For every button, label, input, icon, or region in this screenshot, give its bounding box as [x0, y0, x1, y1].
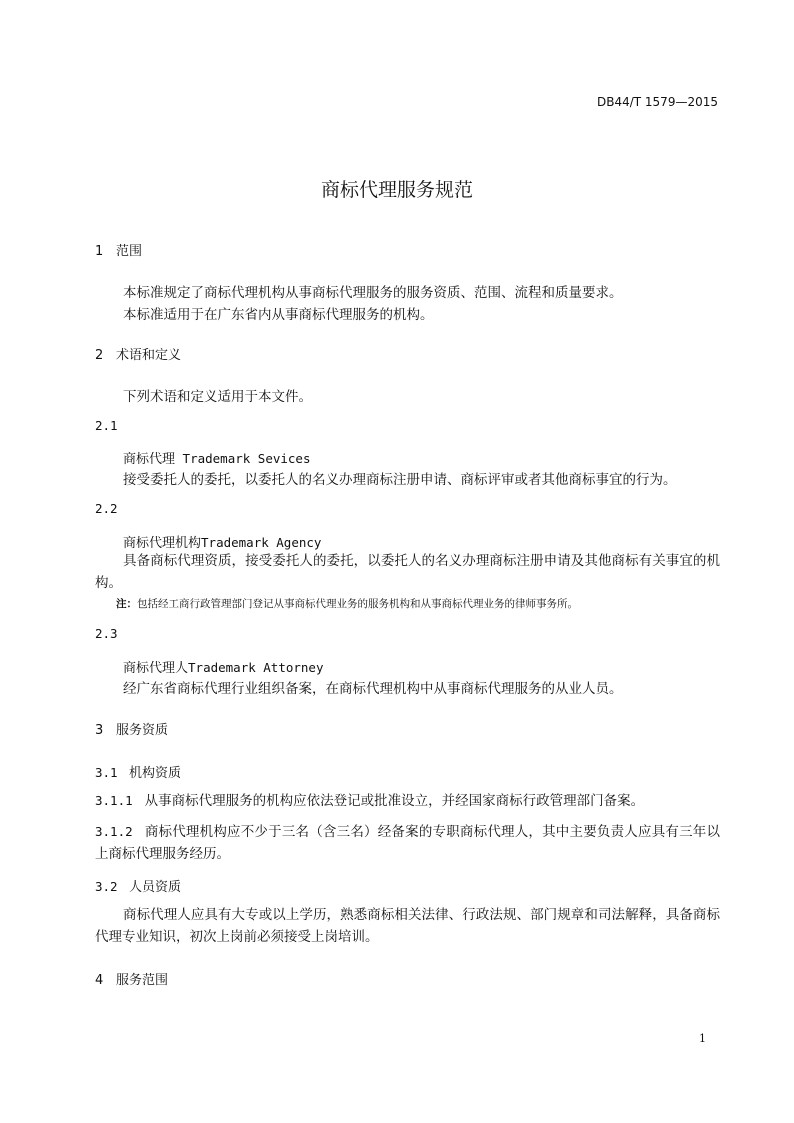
- section-4-heading: [95, 969, 168, 988]
- page-number: 1: [699, 1032, 706, 1045]
- section-2-intro: 下列术语和定义适用于本文件。: [123, 389, 312, 405]
- term-2-2-title: [123, 532, 321, 551]
- section-title: 服务资质: [116, 723, 169, 738]
- subsection-number: 3.2: [95, 879, 118, 894]
- term-2-3-title: [123, 657, 323, 676]
- term-en: Trademark Sevices: [175, 451, 311, 466]
- term-2-2-note: [116, 596, 578, 611]
- clause-number: 3.1.1: [95, 793, 133, 808]
- term-2-1-number: 2.1: [95, 418, 118, 433]
- subsection-3-2-text: 商标代理人应具有大专或以上学历，熟悉商标相关法律、行政法规、部门规章和司法解释，具备商标代理专业知识，初次上岗前必须接受上岗培训。: [95, 907, 720, 945]
- term-en: Trademark Agency: [201, 535, 322, 550]
- term-zh: 商标代理人: [123, 661, 189, 676]
- section-1-paragraph-2: 本标准适用于在广东省内从事商标代理服务的机构。: [123, 307, 434, 323]
- term-2-3-definition: 经广东省商标代理行业组织备案，在商标代理机构中从事商标代理服务的从业人员。: [123, 681, 623, 697]
- term-2-3-number: 2.3: [95, 626, 118, 641]
- section-1-paragraph-1: 本标准规定了商标代理机构从事商标代理服务的服务资质、范围、流程和质量要求。: [123, 285, 623, 301]
- document-number: DB44/T 1579—2015: [596, 95, 718, 109]
- section-title: 服务范围: [116, 973, 169, 988]
- section-number: 3: [95, 723, 104, 738]
- term-2-2-number: 2.2: [95, 501, 118, 516]
- term-zh: 商标代理机构: [123, 536, 202, 551]
- term-en: Trademark Attorney: [188, 660, 324, 675]
- term-zh: 商标代理: [123, 452, 176, 467]
- term-2-1-definition: 接受委托人的委托，以委托人的名义办理商标注册申请、商标评审或者其他商标事宜的行为。: [123, 472, 677, 488]
- subsection-number: 3.1: [95, 765, 118, 780]
- section-3-heading: [95, 719, 168, 738]
- note-text: 包括经工商行政管理部门登记从事商标代理业务的服务机构和从事商标代理业务的律师事务所。: [137, 598, 578, 610]
- term-2-2-definition: 具备商标代理资质，接受委托人的委托，以委托人的名义办理商标注册申请及其他商标有关事宜的机构。: [95, 553, 720, 591]
- note-label: 注：: [116, 598, 137, 610]
- clause-3-1-1: [95, 790, 720, 812]
- subsection-title: 机构资质: [129, 766, 182, 781]
- page-title: 商标代理服务规范: [320, 179, 473, 201]
- section-number: 4: [95, 973, 104, 988]
- section-number: 2: [95, 348, 104, 363]
- section-1-heading: [95, 240, 142, 259]
- section-2-heading: [95, 344, 181, 363]
- clause-number: 3.1.2: [95, 824, 133, 839]
- clause-3-1-2: [95, 821, 720, 865]
- subsection-3-1-heading: [95, 762, 181, 781]
- clause-text: 商标代理机构应不少于三名（含三名）经备案的专职商标代理人，其中主要负责人应具有三年以上商标代理服务经历。: [95, 824, 720, 862]
- section-title: 术语和定义: [116, 348, 182, 363]
- section-number: 1: [95, 244, 104, 259]
- subsection-title: 人员资质: [129, 880, 182, 895]
- term-2-1-title: [123, 448, 310, 467]
- clause-text: 从事商标代理服务的机构应依法登记或批准设立，并经国家商标行政管理部门备案。: [144, 793, 645, 809]
- subsection-3-2-heading: [95, 876, 181, 895]
- section-title: 范围: [116, 244, 143, 259]
